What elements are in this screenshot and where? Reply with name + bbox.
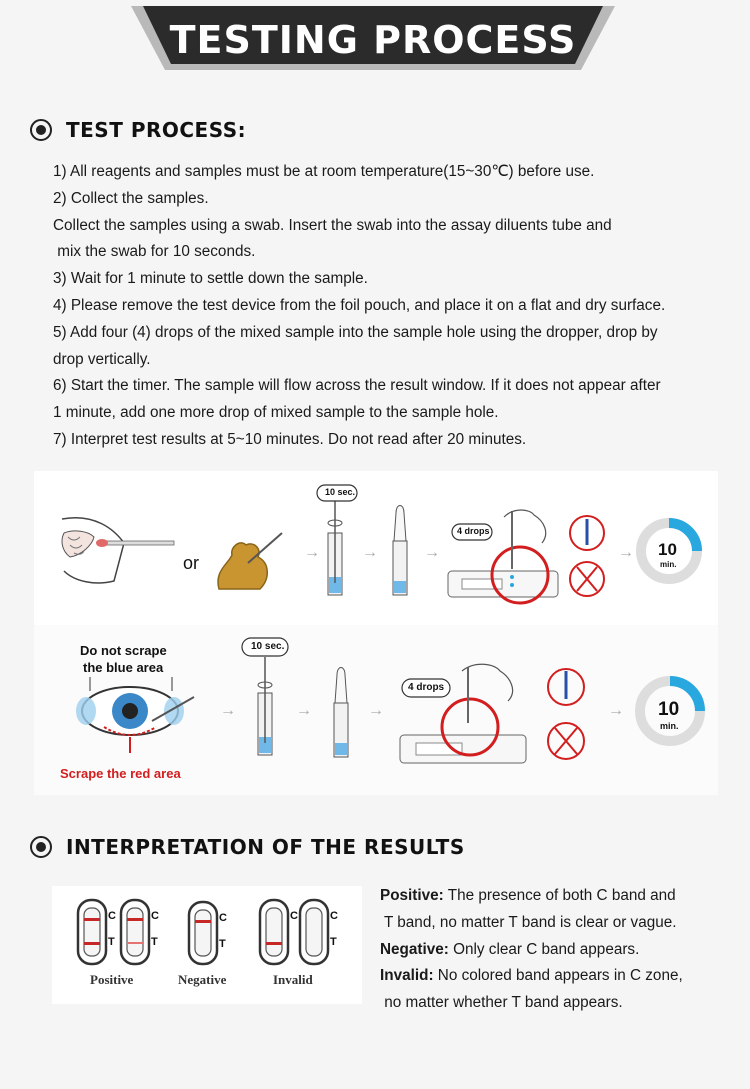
negative-term: Negative: xyxy=(380,940,449,958)
positive-description-cont: T band, no matter T band is clear or vague. xyxy=(380,913,677,931)
invalid-text: No colored band appears in C zone, xyxy=(433,967,683,985)
svg-text:→: → xyxy=(220,702,236,719)
nasal-swab-illustration xyxy=(62,518,174,583)
dropper-tube-illustration xyxy=(393,506,407,596)
timer-value: 10 xyxy=(658,540,677,559)
section-title: INTERPRETATION OF THE RESULTS xyxy=(66,835,465,859)
c-band-label: C xyxy=(151,910,159,922)
incorrect-angle-icon xyxy=(570,562,604,596)
positive-text: The presence of both C band and xyxy=(443,887,676,904)
positive-cassette xyxy=(121,900,149,964)
stool-sample-illustration xyxy=(218,533,282,589)
timer-value: 10 xyxy=(658,699,680,720)
invalid-caption: Invalid xyxy=(273,972,313,987)
positive-description xyxy=(380,883,730,910)
step-line: 1) All reagents and samples must be at room temperature(15~30℃) before use. xyxy=(53,163,595,180)
svg-text:→: → xyxy=(424,544,440,561)
mix-time-label: 10 sec. xyxy=(251,641,285,652)
drops-label: 4 drops xyxy=(457,526,490,536)
result-cassettes xyxy=(52,886,362,1004)
positive-term: Positive: xyxy=(380,887,444,904)
svg-text:→: → xyxy=(368,702,384,719)
invalid-cassette xyxy=(300,900,328,964)
bullet-icon xyxy=(30,836,52,858)
section-title: TEST PROCESS: xyxy=(66,118,247,142)
drops-label: 4 drops xyxy=(408,682,445,693)
timer-unit: min. xyxy=(660,560,677,569)
header-banner xyxy=(131,6,615,70)
eye-warning-line2: the blue area xyxy=(83,660,164,675)
invalid-description-cont: no matter whether T band appears. xyxy=(380,994,623,1012)
negative-caption: Negative xyxy=(178,972,227,987)
step-line: 7) Interpret test results at 5~10 minutes. Do not read after 20 minutes. xyxy=(53,430,527,448)
svg-text:→: → xyxy=(618,544,634,561)
negative-text: Only clear C band appears. xyxy=(448,940,640,958)
svg-text:→: → xyxy=(362,544,378,561)
negative-description xyxy=(380,937,730,964)
result-descriptions xyxy=(380,883,730,1017)
step-line: 1 minute, add one more drop of mixed sample to the sample hole. xyxy=(53,404,499,422)
t-band-label: T xyxy=(219,938,226,950)
bullet-icon xyxy=(30,119,52,141)
cassette-drops-illustration xyxy=(448,510,558,603)
svg-text:→: → xyxy=(296,702,312,719)
step-line: drop vertically. xyxy=(53,350,151,368)
mix-time-label: 10 sec. xyxy=(325,487,356,497)
svg-text:→: → xyxy=(608,702,624,719)
step-line: Collect the samples using a swab. Insert the swab into the assay diluents tube and xyxy=(53,216,612,234)
positive-caption: Positive xyxy=(90,972,134,987)
dropper-tube-illustration xyxy=(334,668,348,758)
invalid-description xyxy=(380,963,730,990)
step-line: mix the swab for 10 seconds. xyxy=(53,243,256,261)
t-band-label: T xyxy=(108,936,115,948)
correct-angle-icon xyxy=(570,516,604,550)
or-label: or xyxy=(183,553,200,573)
step-line: 5) Add four (4) drops of the mixed sample into the sample hole using the dropper, drop by xyxy=(53,323,658,341)
t-band-label: T xyxy=(330,936,337,948)
eye-instruction: Scrape the red area xyxy=(60,766,181,781)
c-band-label: C xyxy=(219,912,227,924)
c-band-label: C xyxy=(108,910,116,922)
page-title: TESTING PROCESS xyxy=(169,18,577,62)
c-band-label: C xyxy=(290,910,298,922)
step-line: 2) Collect the samples. xyxy=(53,189,209,207)
test-process-heading xyxy=(30,118,246,142)
step-line: 3) Wait for 1 minute to settle down the sample. xyxy=(53,270,368,288)
positive-cassette xyxy=(78,900,106,964)
tube-mixing-illustration xyxy=(317,485,357,595)
test-steps xyxy=(53,159,713,454)
step-line: 6) Start the timer. The sample will flow across the result window. If it does not appear after xyxy=(53,377,661,395)
eye-warning-line1: Do not scrape xyxy=(80,643,167,658)
c-band-label: C xyxy=(330,910,338,922)
timer-unit: min. xyxy=(660,721,679,731)
procedure-illustration xyxy=(34,471,718,795)
t-band-label: T xyxy=(151,936,158,948)
procedure-drawing xyxy=(34,471,718,795)
negative-cassette xyxy=(189,902,217,964)
invalid-term: Invalid: xyxy=(380,967,434,985)
svg-text:→: → xyxy=(304,544,320,561)
invalid-cassette xyxy=(260,900,288,964)
interpretation-heading xyxy=(30,835,465,859)
step-line: 4) Please remove the test device from the foil pouch, and place it on a flat and dry surface. xyxy=(53,296,666,314)
